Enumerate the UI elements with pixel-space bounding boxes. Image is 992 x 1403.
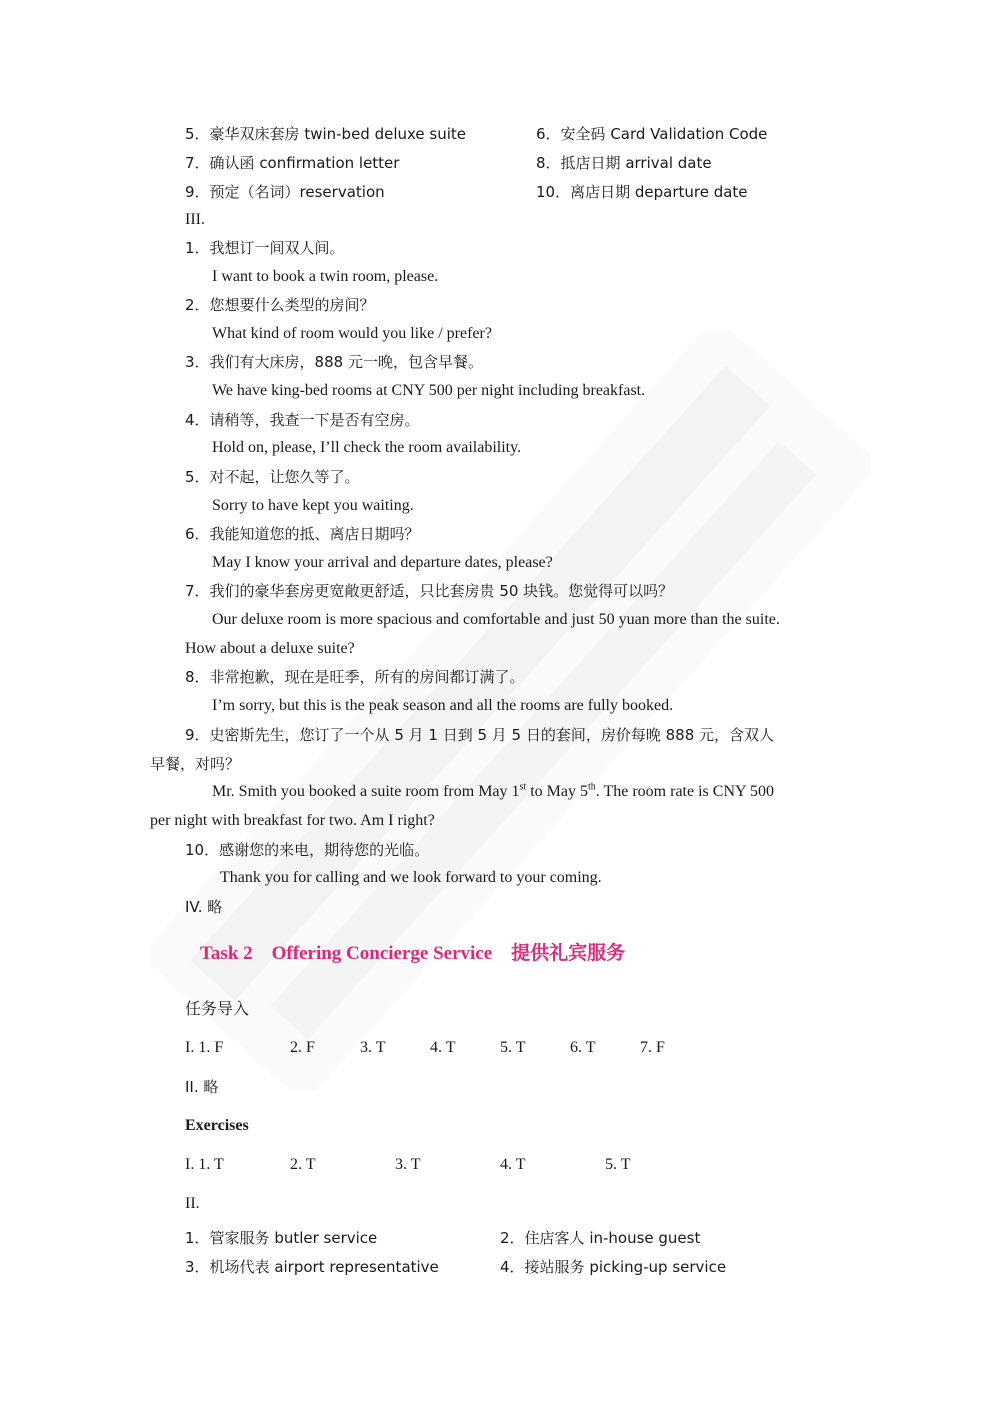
vocab-item: 3．机场代表 airport representative bbox=[185, 1258, 439, 1276]
answer-item: 5. T bbox=[500, 1039, 526, 1056]
answer-item: 3. T bbox=[360, 1039, 386, 1056]
exercises-ii-label: II. bbox=[185, 1195, 200, 1212]
answer-item: 4. T bbox=[500, 1156, 526, 1173]
task-title: Task 2 Offering Concierge Service 提供礼宾服务 bbox=[200, 943, 626, 964]
translation-en: Sorry to have kept you waiting. bbox=[212, 497, 414, 514]
answer-item: I. 1. F bbox=[185, 1039, 224, 1056]
lead-in-heading: 任务导入 bbox=[185, 999, 250, 1018]
translation-cn: 7．我们的豪华套房更宽敞更舒适，只比套房贵 50 块钱。您觉得可以吗？ bbox=[185, 582, 674, 600]
exercises-heading: Exercises bbox=[185, 1117, 249, 1134]
translation-cn: 5．对不起，让您久等了。 bbox=[185, 468, 360, 486]
translation-cn: 6．我能知道您的抵、离店日期吗？ bbox=[185, 525, 420, 543]
translation-en: I want to book a twin room, please. bbox=[212, 268, 439, 285]
translation-en: I’m sorry, but this is the peak season and all the rooms are fully booked. bbox=[212, 697, 674, 714]
translation-en: What kind of room would you like / prefer? bbox=[212, 325, 492, 342]
answer-item: 7. F bbox=[640, 1039, 665, 1056]
translation-cn: 2．您想要什么类型的房间？ bbox=[185, 296, 375, 314]
answer-item: 5. T bbox=[605, 1156, 631, 1173]
section-iv: IV. 略 bbox=[185, 898, 223, 916]
answer-item: 6. T bbox=[570, 1039, 596, 1056]
translation-cn: 8．非常抱歉，现在是旺季，所有的房间都订满了。 bbox=[185, 668, 525, 686]
section-iii-label: III. bbox=[185, 211, 205, 228]
lead-in-ii: II. 略 bbox=[185, 1078, 219, 1096]
translation-en: How about a deluxe suite? bbox=[185, 640, 355, 657]
translation-cn: 9．史密斯先生，您订了一个从 5 月 1 日到 5 月 5 日的套间，房价每晚 888 元，含双人 bbox=[185, 726, 775, 744]
vocab-item: 1．管家服务 butler service bbox=[185, 1229, 378, 1247]
vocab-item: 8．抵店日期 arrival date bbox=[536, 154, 712, 172]
answer-item: 3. T bbox=[395, 1156, 421, 1173]
translation-en: Hold on, please, I’ll check the room availability. bbox=[212, 439, 522, 456]
translation-en: Our deluxe room is more spacious and comfortable and just 50 yuan more than the suite. bbox=[212, 611, 780, 628]
vocab-item: 6．安全码 Card Validation Code bbox=[536, 125, 768, 143]
translation-cn: 1．我想订一间双人间。 bbox=[185, 239, 345, 257]
translation-cn: 早餐，对吗？ bbox=[150, 755, 241, 773]
translation-en: Thank you for calling and we look forward to your coming. bbox=[220, 869, 602, 886]
answer-item: 2. F bbox=[290, 1039, 315, 1056]
answer-item: I. 1. T bbox=[185, 1156, 224, 1173]
translation-en: We have king-bed rooms at CNY 500 per night including breakfast. bbox=[212, 382, 646, 399]
vocab-item: 5．豪华双床套房 twin-bed deluxe suite bbox=[185, 125, 467, 143]
translation-cn: 3．我们有大床房，888 元一晚，包含早餐。 bbox=[185, 353, 483, 371]
vocab-item: 7．确认函 confirmation letter bbox=[185, 154, 400, 172]
answer-item: 4. T bbox=[430, 1039, 456, 1056]
answer-item: 2. T bbox=[290, 1156, 316, 1173]
vocab-item: 2．住店客人 in-house guest bbox=[500, 1229, 701, 1247]
translation-en: May I know your arrival and departure dates, please? bbox=[212, 554, 553, 571]
vocab-item: 9．预定（名词）reservation bbox=[185, 183, 385, 201]
translation-en: per night with breakfast for two. Am I right? bbox=[150, 812, 435, 829]
translation-cn: 10．感谢您的来电，期待您的光临。 bbox=[185, 841, 430, 859]
vocab-item: 10．离店日期 departure date bbox=[536, 183, 748, 201]
translation-cn: 4．请稍等，我查一下是否有空房。 bbox=[185, 411, 420, 429]
translation-en: Mr. Smith you booked a suite room from May 1st to May 5th. The room rate is CNY 500 bbox=[212, 781, 774, 800]
vocab-item: 4．接站服务 picking-up service bbox=[500, 1258, 727, 1276]
